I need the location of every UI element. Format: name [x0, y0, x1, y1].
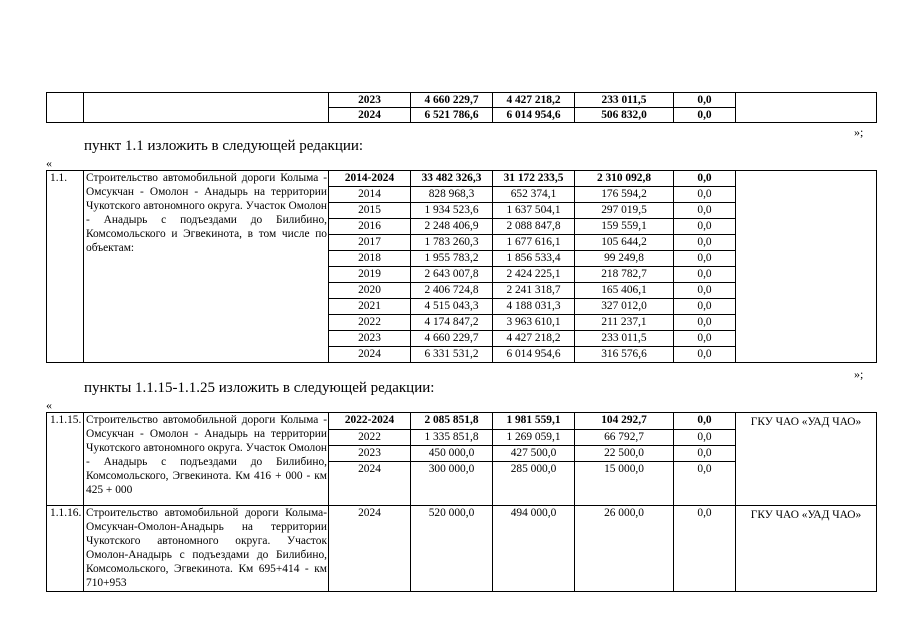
- other-cell: 0,0: [674, 347, 736, 363]
- year-cell: 2015: [329, 203, 411, 219]
- year-cell: 2022: [329, 430, 411, 446]
- federal-cell: 2 241 318,7: [493, 283, 575, 299]
- regional-cell: 233 011,5: [575, 331, 674, 347]
- federal-cell: 4 188 031,3: [493, 299, 575, 315]
- table-row: [47, 93, 877, 108]
- regional-cell: 316 576,6: [575, 347, 674, 363]
- table-row: [47, 413, 877, 430]
- other-cell: 0,0: [674, 506, 736, 592]
- total-cell: 2 643 007,8: [411, 267, 493, 283]
- year-cell: 2017: [329, 235, 411, 251]
- executor-cell: ГКУ ЧАО «УАД ЧАО»: [736, 506, 877, 592]
- regional-cell: 26 000,0: [575, 506, 674, 592]
- year-cell: 2023: [329, 446, 411, 462]
- total-cell: 1 955 783,2: [411, 251, 493, 267]
- item-number: 1.1.16.: [47, 506, 84, 592]
- items-1-1-15-table: [46, 412, 877, 592]
- regional-cell: 2 310 092,8: [575, 171, 674, 187]
- executor-cell: [736, 171, 877, 363]
- total-cell: 33 482 326,3: [411, 171, 493, 187]
- year-cell: 2023: [329, 331, 411, 347]
- other-cell: 0,0: [674, 283, 736, 299]
- regional-cell: 66 792,7: [575, 430, 674, 446]
- item-name: Строительство автомобильной дороги Колыма - Омсукчан - Омолон - Анадырь на территории Чукотского автономного округа. Участок Омолон - Анадырь с подъездами до Билибино, Комсомольского и Эгвекинота, в том числе по объектам:: [84, 171, 329, 363]
- regional-cell: 22 500,0: [575, 446, 674, 462]
- regional-cell: 99 249,8: [575, 251, 674, 267]
- year-cell: 2024: [329, 347, 411, 363]
- regional-cell: 176 594,2: [575, 187, 674, 203]
- total-cell: 4 660 229,7: [411, 93, 493, 108]
- item-name: Строительство автомобильной дороги Колыма-Омсукчан-Омолон-Анадырь на территории Чукотского автономного округа. Участок Омолон-Анадырь с подъездами до Билибино, Комсомольского, Эгвекинота. Км 695+414 - км 710+953: [84, 506, 329, 592]
- year-cell: 2014: [329, 187, 411, 203]
- federal-cell: 31 172 233,5: [493, 171, 575, 187]
- total-cell: 6 331 531,2: [411, 347, 493, 363]
- year-cell: 2023: [329, 93, 411, 108]
- year-cell: 2018: [329, 251, 411, 267]
- regional-cell: 233 011,5: [575, 93, 674, 108]
- executor-cell: ГКУ ЧАО «УАД ЧАО»: [736, 413, 877, 506]
- total-cell: 1 783 260,3: [411, 235, 493, 251]
- federal-cell: 494 000,0: [493, 506, 575, 592]
- year-cell: 2020: [329, 283, 411, 299]
- total-cell: 6 521 786,6: [411, 108, 493, 123]
- other-cell: 0,0: [674, 430, 736, 446]
- federal-cell: 285 000,0: [493, 462, 575, 506]
- other-cell: 0,0: [674, 108, 736, 123]
- year-cell: 2024: [329, 506, 411, 592]
- other-cell: 0,0: [674, 171, 736, 187]
- total-cell: 450 000,0: [411, 446, 493, 462]
- year-cell: 2014-2024: [329, 171, 411, 187]
- item-name: Строительство автомобильной дороги Колыма - Омсукчан - Омолон - Анадырь на территории Чукотского автономного округа. Участок Омолон - Анадырь с подъездами до Билибино, Комсомольского, Эгвекинота. Км 416 + 000 - км 425 + 000: [84, 413, 329, 506]
- number-cell: [47, 93, 84, 123]
- year-cell: 2022: [329, 315, 411, 331]
- federal-cell: 652 374,1: [493, 187, 575, 203]
- federal-cell: 6 014 954,6: [493, 108, 575, 123]
- regional-cell: 297 019,5: [575, 203, 674, 219]
- amendment-heading: пункт 1.1 изложить в следующей редакции:: [84, 138, 364, 154]
- name-cell: [84, 93, 329, 123]
- regional-cell: 159 559,1: [575, 219, 674, 235]
- federal-cell: 1 856 533,4: [493, 251, 575, 267]
- year-cell: 2019: [329, 267, 411, 283]
- regional-cell: 327 012,0: [575, 299, 674, 315]
- other-cell: 0,0: [674, 203, 736, 219]
- continuation-table: [46, 92, 877, 123]
- year-cell: 2022-2024: [329, 413, 411, 430]
- other-cell: 0,0: [674, 462, 736, 506]
- regional-cell: 15 000,0: [575, 462, 674, 506]
- regional-cell: 105 644,2: [575, 235, 674, 251]
- total-cell: 300 000,0: [411, 462, 493, 506]
- total-cell: 1 335 851,8: [411, 430, 493, 446]
- year-cell: 2024: [329, 462, 411, 506]
- closing-quote: »;: [854, 125, 864, 139]
- other-cell: 0,0: [674, 219, 736, 235]
- federal-cell: 3 963 610,1: [493, 315, 575, 331]
- item-number: 1.1.: [47, 171, 84, 363]
- federal-cell: 1 637 504,1: [493, 203, 575, 219]
- other-cell: 0,0: [674, 235, 736, 251]
- table-row: [47, 171, 877, 187]
- table-row: [47, 506, 877, 592]
- item-number: 1.1.15.: [47, 413, 84, 506]
- total-cell: 2 248 406,9: [411, 219, 493, 235]
- other-cell: 0,0: [674, 93, 736, 108]
- other-cell: 0,0: [674, 331, 736, 347]
- federal-cell: 1 269 059,1: [493, 430, 575, 446]
- total-cell: 2 085 851,8: [411, 413, 493, 430]
- total-cell: 4 515 043,3: [411, 299, 493, 315]
- total-cell: 1 934 523,6: [411, 203, 493, 219]
- total-cell: 4 660 229,7: [411, 331, 493, 347]
- closing-quote: »;: [854, 367, 864, 381]
- federal-cell: 1 677 616,1: [493, 235, 575, 251]
- regional-cell: 506 832,0: [575, 108, 674, 123]
- regional-cell: 218 782,7: [575, 267, 674, 283]
- other-cell: 0,0: [674, 413, 736, 430]
- total-cell: 828 968,3: [411, 187, 493, 203]
- other-cell: 0,0: [674, 251, 736, 267]
- other-cell: 0,0: [674, 267, 736, 283]
- executor-cell: [736, 93, 877, 123]
- federal-cell: 2 424 225,1: [493, 267, 575, 283]
- federal-cell: 6 014 954,6: [493, 347, 575, 363]
- federal-cell: 1 981 559,1: [493, 413, 575, 430]
- year-cell: 2016: [329, 219, 411, 235]
- total-cell: 2 406 724,8: [411, 283, 493, 299]
- year-cell: 2024: [329, 108, 411, 123]
- regional-cell: 211 237,1: [575, 315, 674, 331]
- other-cell: 0,0: [674, 299, 736, 315]
- regional-cell: 104 292,7: [575, 413, 674, 430]
- item-1-1-table: [46, 170, 877, 363]
- year-cell: 2021: [329, 299, 411, 315]
- federal-cell: 4 427 218,2: [493, 93, 575, 108]
- other-cell: 0,0: [674, 315, 736, 331]
- other-cell: 0,0: [674, 446, 736, 462]
- other-cell: 0,0: [674, 187, 736, 203]
- opening-quote: «: [46, 156, 52, 170]
- federal-cell: 427 500,0: [493, 446, 575, 462]
- regional-cell: 165 406,1: [575, 283, 674, 299]
- total-cell: 4 174 847,2: [411, 315, 493, 331]
- federal-cell: 4 427 218,2: [493, 331, 575, 347]
- amendment-heading: пункты 1.1.15-1.1.25 изложить в следующей редакции:: [84, 380, 435, 396]
- opening-quote: «: [46, 398, 52, 412]
- federal-cell: 2 088 847,8: [493, 219, 575, 235]
- total-cell: 520 000,0: [411, 506, 493, 592]
